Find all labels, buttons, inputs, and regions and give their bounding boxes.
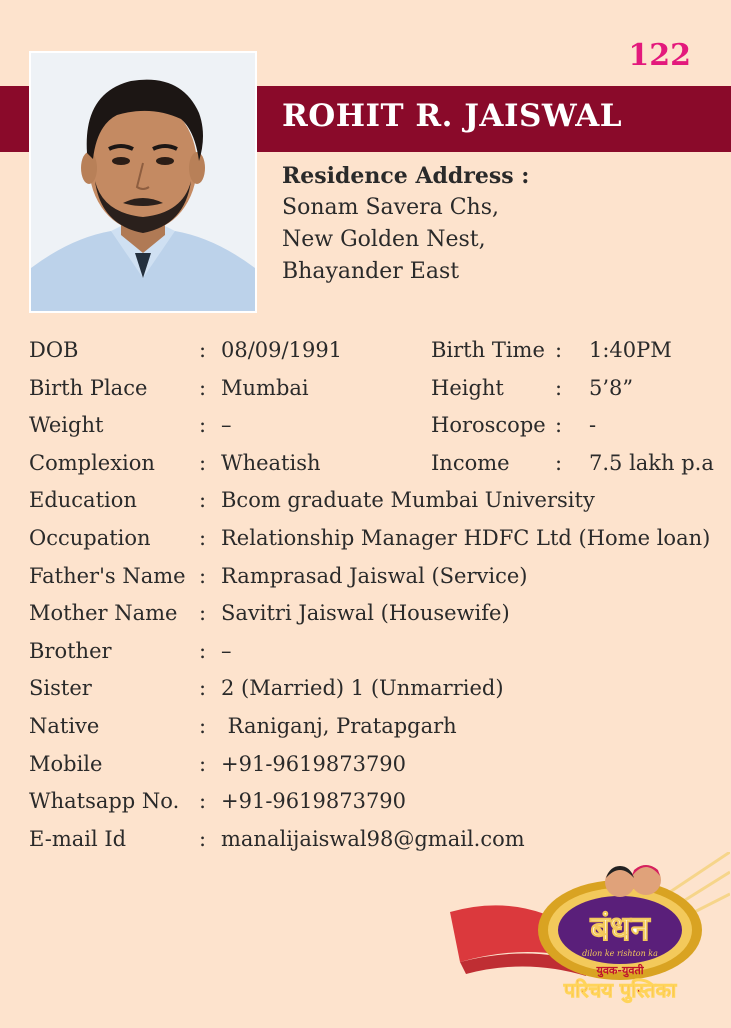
logo-subtitle-top: युवक-युवती: [596, 964, 644, 977]
person-photo-illustration: [31, 53, 255, 311]
detail-value: 5’8”: [589, 375, 634, 400]
detail-value: -: [589, 413, 597, 438]
detail-label: Weight: [29, 413, 104, 438]
detail-value: Ramprasad Jaiswal (Service): [221, 563, 528, 588]
detail-label: Birth Time: [431, 338, 545, 362]
detail-value: Savitri Jaiswal (Housewife): [221, 601, 510, 626]
detail-label: Income: [431, 450, 510, 475]
detail-separator: :: [199, 338, 207, 362]
detail-label: Mother Name: [29, 601, 178, 626]
detail-value: 1:40PM: [589, 338, 672, 362]
detail-label: Education: [29, 488, 137, 513]
detail-separator: :: [555, 375, 563, 400]
detail-separator: :: [199, 751, 207, 776]
detail-label: DOB: [29, 338, 79, 362]
detail-value: 2 (Married) 1 (Unmarried): [221, 676, 504, 701]
address-line: Bhayander East: [282, 259, 460, 284]
logo-subtitle: परिचय पुस्तिका: [563, 978, 677, 1002]
detail-separator: :: [555, 413, 563, 438]
detail-label: Height: [431, 375, 504, 400]
logo-title: बंधन: [590, 909, 650, 949]
detail-label: Horoscope: [431, 413, 546, 438]
detail-label: Occupation: [29, 526, 151, 550]
detail-label: Whatsapp No.: [29, 789, 180, 814]
detail-separator: :: [199, 413, 207, 438]
detail-value: +91-9619873790: [221, 789, 407, 814]
detail-label: Mobile: [29, 751, 103, 776]
detail-separator: :: [199, 563, 207, 588]
detail-separator: :: [199, 526, 207, 550]
detail-label: Brother: [29, 638, 112, 663]
detail-value: +91-9619873790: [221, 751, 407, 776]
bandhan-logo-art: [440, 852, 730, 1024]
detail-label: Native: [29, 714, 100, 738]
logo-tagline: dilon ke rishton ka: [582, 949, 658, 958]
detail-label: E-mail Id: [29, 826, 127, 851]
detail-separator: :: [555, 450, 563, 475]
detail-separator: :: [199, 488, 207, 513]
bandhan-logo: [440, 852, 730, 1024]
detail-separator: :: [199, 676, 207, 701]
detail-label: Birth Place: [29, 375, 148, 400]
detail-value: –: [221, 638, 232, 663]
detail-value: Wheatish: [221, 450, 321, 475]
address-line: Sonam Savera Chs,: [282, 195, 500, 220]
detail-label: Sister: [29, 676, 92, 701]
detail-separator: :: [199, 714, 207, 738]
address-line: New Golden Nest,: [282, 227, 486, 252]
detail-separator: :: [199, 601, 207, 626]
profile-photo: [29, 51, 257, 313]
detail-value: Mumbai: [221, 375, 309, 400]
page-number: 122: [628, 38, 691, 73]
address-label: Residence Address :: [282, 163, 530, 189]
detail-separator: :: [199, 450, 207, 475]
detail-value: manalijaiswal98@gmail.com: [221, 826, 525, 851]
detail-value: –: [221, 413, 232, 438]
person-name: ROHIT R. JAISWAL: [282, 98, 623, 134]
detail-value: 7.5 lakh p.a: [589, 450, 714, 475]
detail-value: Raniganj, Pratapgarh: [221, 714, 457, 738]
detail-label: Father's Name: [29, 563, 186, 588]
detail-value: Bcom graduate Mumbai University: [221, 488, 595, 513]
detail-value: 08/09/1991: [221, 338, 343, 362]
detail-separator: :: [199, 789, 207, 814]
detail-separator: :: [199, 638, 207, 663]
detail-value: Relationship Manager HDFC Ltd (Home loan): [221, 526, 711, 550]
detail-separator: :: [555, 338, 563, 362]
detail-separator: :: [199, 375, 207, 400]
residence-address: [282, 160, 529, 288]
detail-separator: :: [199, 826, 207, 851]
detail-label: Complexion: [29, 450, 155, 475]
